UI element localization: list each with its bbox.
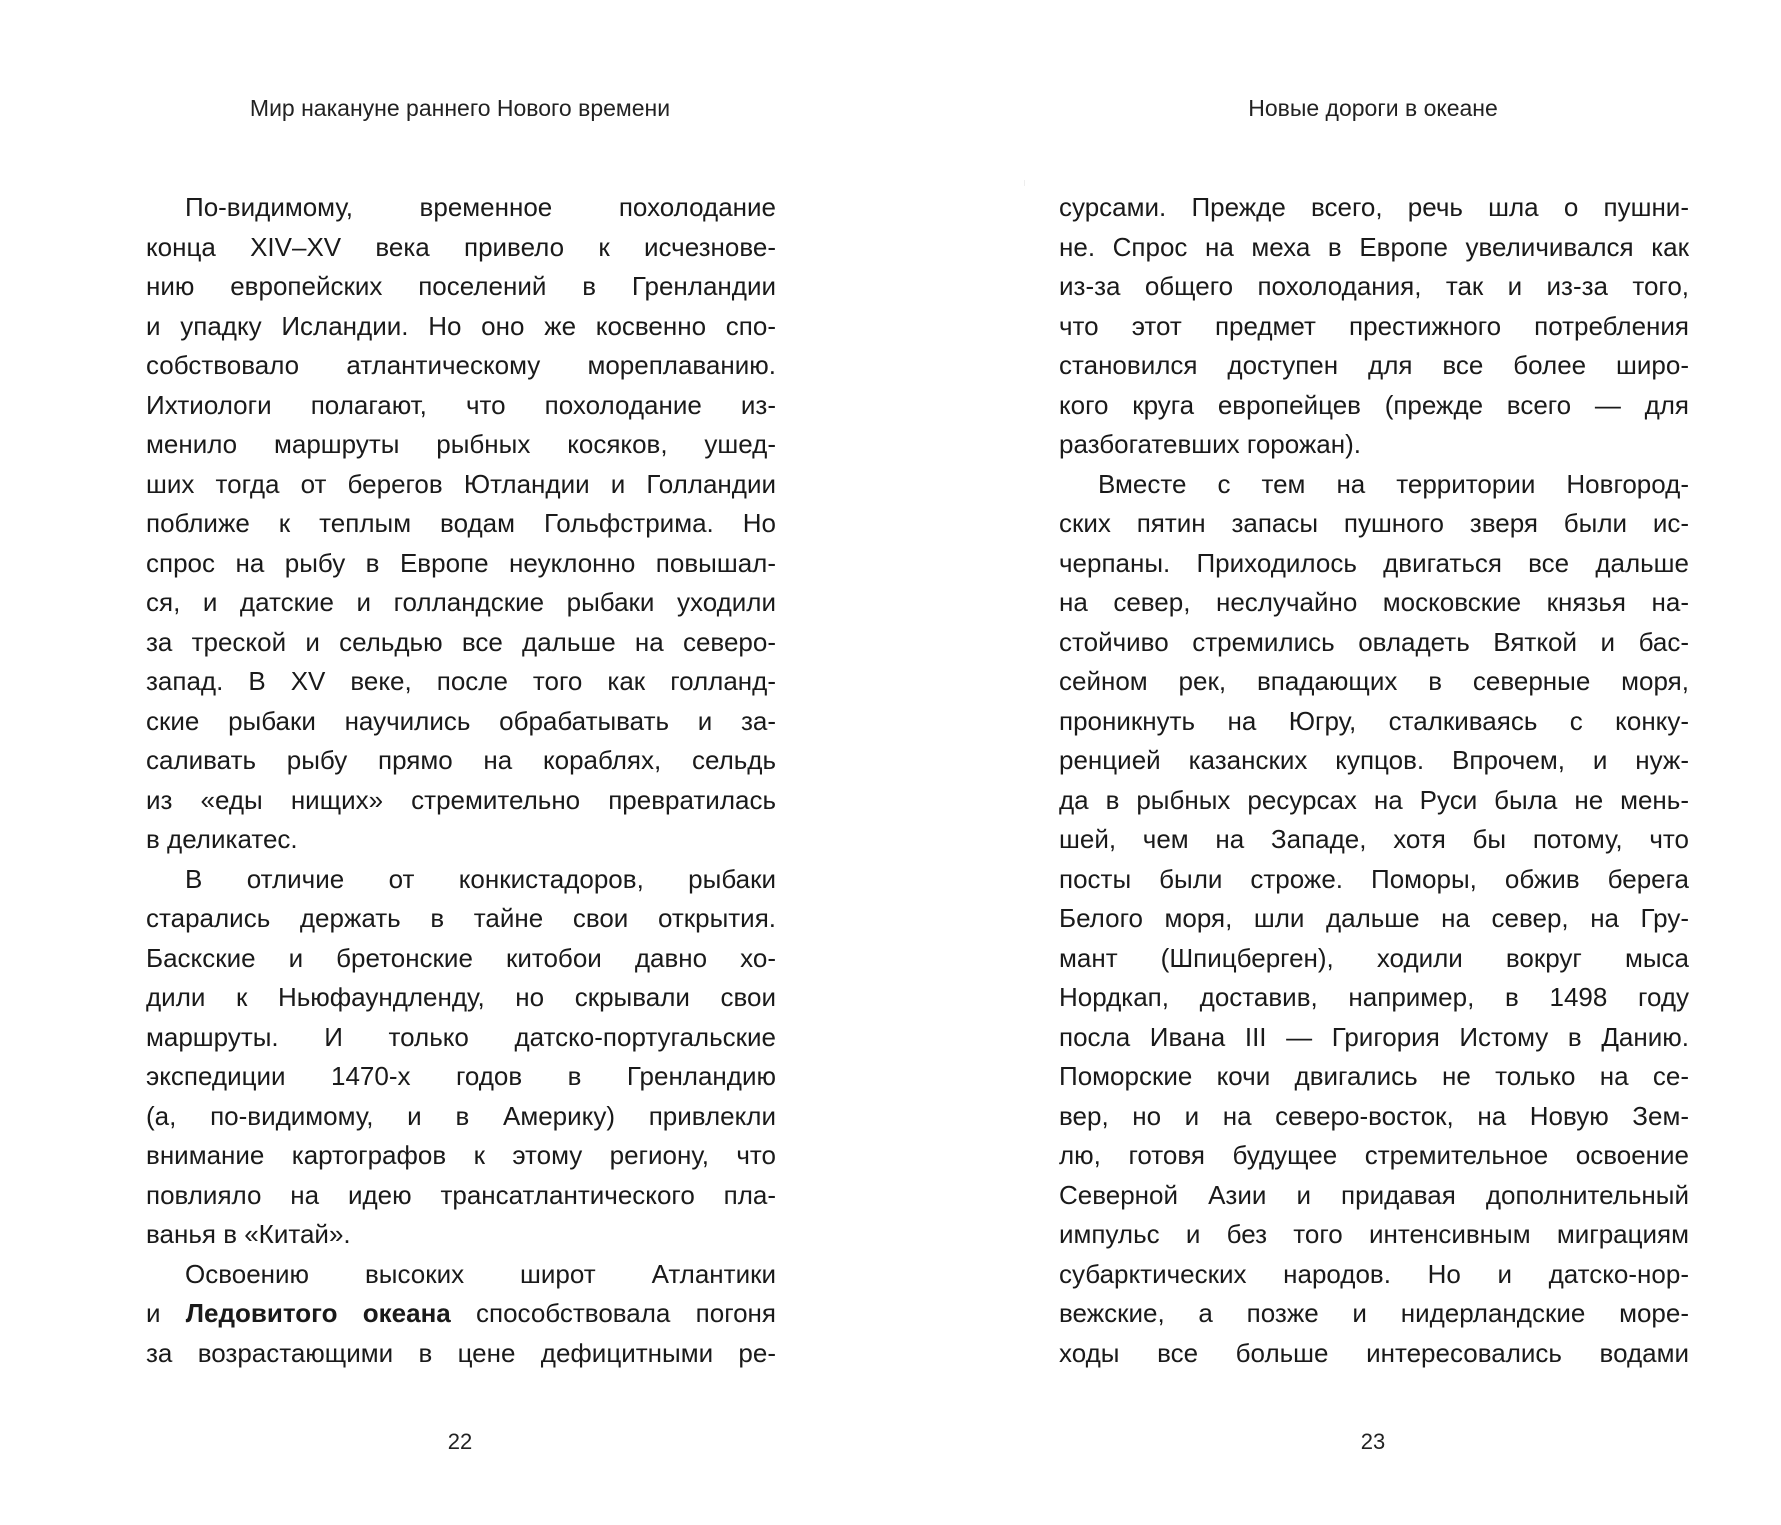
left-page-text [146, 188, 776, 1373]
text-line: собствовало атлантическому мореплаванию. [146, 350, 776, 380]
text-line: Ихтиологи полагают, что похолодание из- [146, 389, 776, 420]
text-segment: способствовала погоня [450, 1298, 776, 1328]
text-line: мант (Шпицберген), ходили вокруг мыса [1059, 942, 1689, 973]
right-page-text [1059, 188, 1689, 1373]
text-line: становился доступен для все более широ- [1059, 350, 1689, 380]
page-number-left: 22 [447, 1429, 473, 1454]
running-head-left: Мир накануне раннего Нового времени [249, 95, 671, 121]
text-line: из-за общего похолодания, так и из-за того, [1059, 271, 1689, 301]
text-line: импульс и без того интенсивным миграциям [1059, 1219, 1689, 1249]
text-line: старались держать в тайне свои открытия. [146, 903, 776, 933]
text-line: проникнуть на Югру, сталкиваясь с конку- [1059, 705, 1689, 736]
text-line: за треской и сельдью все дальше на северо- [146, 626, 776, 657]
page-number-right: 23 [1360, 1429, 1386, 1454]
text-line: ванья в «Китай». [146, 1219, 351, 1249]
text-line: экспедиции 1470-х годов в Гренландию [146, 1061, 776, 1091]
text-line: Белого моря, шли дальше на север, на Гру- [1059, 903, 1689, 933]
text-line: спрос на рыбу в Европе неуклонно повышал- [146, 547, 776, 578]
text-line: Поморские кочи двигались не только на се- [1059, 1061, 1689, 1091]
text-line: не. Спрос на меха в Европе увеличивался как [1059, 231, 1689, 262]
text-line: По-видимому, временное похолодание [185, 192, 776, 222]
text-line: вежские, а позже и нидерландские море- [1059, 1298, 1689, 1328]
bold-term: Ледовитого океана [185, 1298, 451, 1328]
text-line: субарктических народов. Но и датско-нор- [1059, 1258, 1689, 1289]
text-line: нию европейских поселений в Гренландии [146, 271, 776, 301]
text-line: за возрастающими в цене дефицитными ре- [146, 1337, 776, 1368]
text-line: разбогатевших горожан). [1059, 429, 1361, 459]
text-line: ренцией казанских купцов. Впрочем, и нуж- [1059, 745, 1689, 775]
text-line: повлияло на идею трансатлантического пла- [146, 1179, 776, 1210]
text-line: Освоению высоких широт Атлантики [185, 1258, 776, 1289]
text-line: Нордкап, доставив, например, в 1498 году [1059, 982, 1689, 1012]
text-line: черпаны. Приходилось двигаться все дальше [1059, 547, 1689, 578]
text-line: кого круга европейцев (прежде всего — для [1059, 389, 1689, 420]
text-line: ских пятин запасы пушного зверя были ис- [1059, 508, 1689, 538]
text-line: стойчиво стремились овладеть Вяткой и бас- [1059, 626, 1689, 657]
text-line [146, 1294, 776, 1334]
text-line: ские рыбаки научились обрабатывать и за- [146, 705, 776, 736]
text-line: посла Ивана III — Григория Истому в Данию. [1059, 1021, 1689, 1052]
text-line: (а, по-видимому, и в Америку) привлекли [146, 1100, 776, 1131]
text-line: шей, чем на Западе, хотя бы потому, что [1059, 824, 1689, 854]
running-head-right: Новые дороги в океане [1248, 95, 1498, 121]
text-line: внимание картографов к этому региону, что [146, 1140, 776, 1170]
text-line: Северной Азии и придавая дополнительный [1059, 1179, 1689, 1210]
text-line: что этот предмет престижного потребления [1059, 310, 1689, 341]
text-line: саливать рыбу прямо на кораблях, сельдь [146, 745, 776, 775]
text-line: лю, готовя будущее стремительное освоение [1059, 1140, 1689, 1170]
text-line: на север, неслучайно московские князья на- [1059, 587, 1689, 617]
text-segment: и [146, 1298, 186, 1328]
text-line: дили к Ньюфаундленду, но скрывали свои [146, 982, 776, 1012]
text-line: сейном рек, впадающих в северные моря, [1059, 666, 1689, 696]
text-line: посты были строже. Поморы, обжив берега [1059, 863, 1689, 894]
text-line: да в рыбных ресурсах на Руси была не мень- [1059, 784, 1689, 815]
text-line: Вместе с тем на территории Новгород- [1098, 468, 1689, 499]
text-line: вер, но и на северо-восток, на Новую Зем- [1059, 1100, 1689, 1131]
text-line: запад. В XV веке, после того как голланд- [146, 666, 776, 696]
text-line: Баскские и бретонские китобои давно хо- [146, 942, 776, 973]
text-line: менило маршруты рыбных косяков, ушед- [146, 429, 776, 459]
text-line: ся, и датские и голландские рыбаки уходили [146, 587, 776, 617]
text-line: ходы все больше интересовались водами [1059, 1337, 1689, 1368]
text-line: ших тогда от берегов Ютландии и Голландии [146, 468, 776, 499]
text-line: из «еды нищих» стремительно превратилась [146, 784, 776, 815]
text-line: маршруты. И только датско-португальские [146, 1021, 776, 1052]
text-line: сурсами. Прежде всего, речь шла о пушни- [1059, 192, 1689, 222]
text-line: и упадку Исландии. Но оно же косвенно спо- [146, 310, 776, 341]
text-line: В отличие от конкистадоров, рыбаки [185, 863, 776, 894]
text-line: конца XIV–XV века привело к исчезнове- [146, 231, 776, 262]
text-line: в деликатес. [146, 824, 298, 854]
text-line: поближе к теплым водам Гольфстрима. Но [146, 508, 776, 538]
gutter-mark [1024, 180, 1025, 186]
